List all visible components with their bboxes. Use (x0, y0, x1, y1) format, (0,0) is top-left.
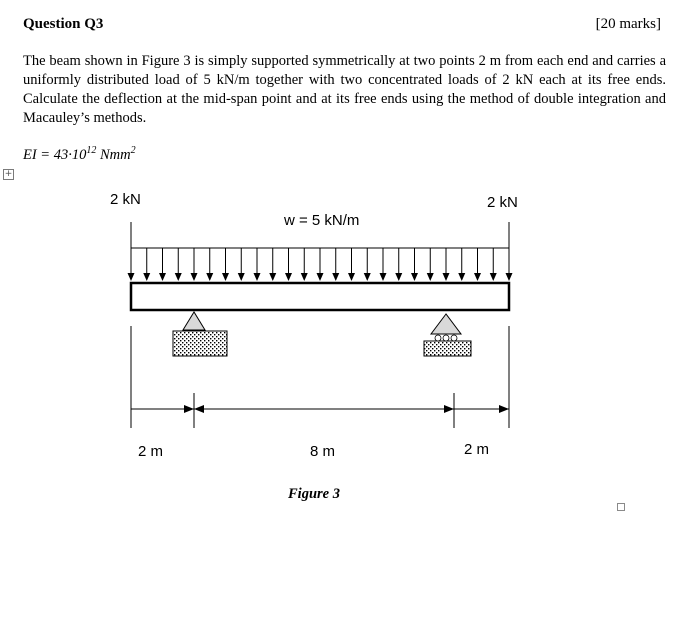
left-pin-support (173, 312, 227, 356)
dimension-line-right (454, 405, 509, 413)
udl-arrow (458, 248, 465, 281)
udl-arrow (191, 248, 198, 281)
right-roller-support (424, 314, 471, 356)
udl-arrows (128, 248, 513, 281)
ei-prefix: EI = 43·10 (23, 147, 87, 163)
udl-arrow (301, 248, 308, 281)
udl-arrow (222, 248, 229, 281)
move-anchor-icon[interactable]: + (4, 169, 13, 179)
dimension-label-left: 2 m (138, 443, 164, 460)
empty-checkbox-icon[interactable] (617, 503, 625, 511)
udl-arrow (474, 248, 481, 281)
udl-arrow (128, 248, 135, 281)
udl-label: w = 5 kN/m (284, 212, 360, 229)
beam (131, 283, 509, 310)
dimension-line-middle (194, 405, 454, 413)
dimension-line-left (131, 405, 194, 413)
left-point-load-label: 2 kN (110, 191, 141, 208)
dimension-label-right: 2 m (464, 441, 490, 458)
udl-arrow (317, 248, 324, 281)
question-marks: [20 marks] (595, 16, 661, 32)
udl-arrow (143, 248, 150, 281)
udl-arrow (159, 248, 166, 281)
udl-arrow (395, 248, 402, 281)
udl-arrow (506, 248, 513, 281)
udl-arrow (238, 248, 245, 281)
udl-arrow (380, 248, 387, 281)
udl-arrow (427, 248, 434, 281)
udl-arrow (285, 248, 292, 281)
udl-arrow (269, 248, 276, 281)
ei-exponent: 12 (86, 145, 97, 156)
question-paragraph: The beam shown in Figure 3 is simply supported symmetrically at two points 2 m from each end and carries a uniformly distributed load of 5 kN/m together with two concentrated loads of 2 kN each at its free ends. Calculate the deflection at the mid-span point and at its free ends using the method of double integration and Macauley’s methods. (23, 53, 666, 126)
udl-arrow (443, 248, 450, 281)
udl-arrow (490, 248, 497, 281)
udl-arrow (254, 248, 261, 281)
udl-arrow (332, 248, 339, 281)
ei-unit: Nmm (96, 147, 131, 163)
udl-arrow (175, 248, 182, 281)
udl-arrow (411, 248, 418, 281)
figure-caption: Figure 3 (288, 486, 340, 502)
right-point-load-label: 2 kN (487, 194, 518, 211)
ei-unit-exponent: 2 (130, 145, 136, 156)
udl-arrow (364, 248, 371, 281)
udl-arrow (348, 248, 355, 281)
question-title: Question Q3 (23, 16, 104, 32)
udl-arrow (206, 248, 213, 281)
dimension-label-middle: 8 m (310, 443, 336, 460)
